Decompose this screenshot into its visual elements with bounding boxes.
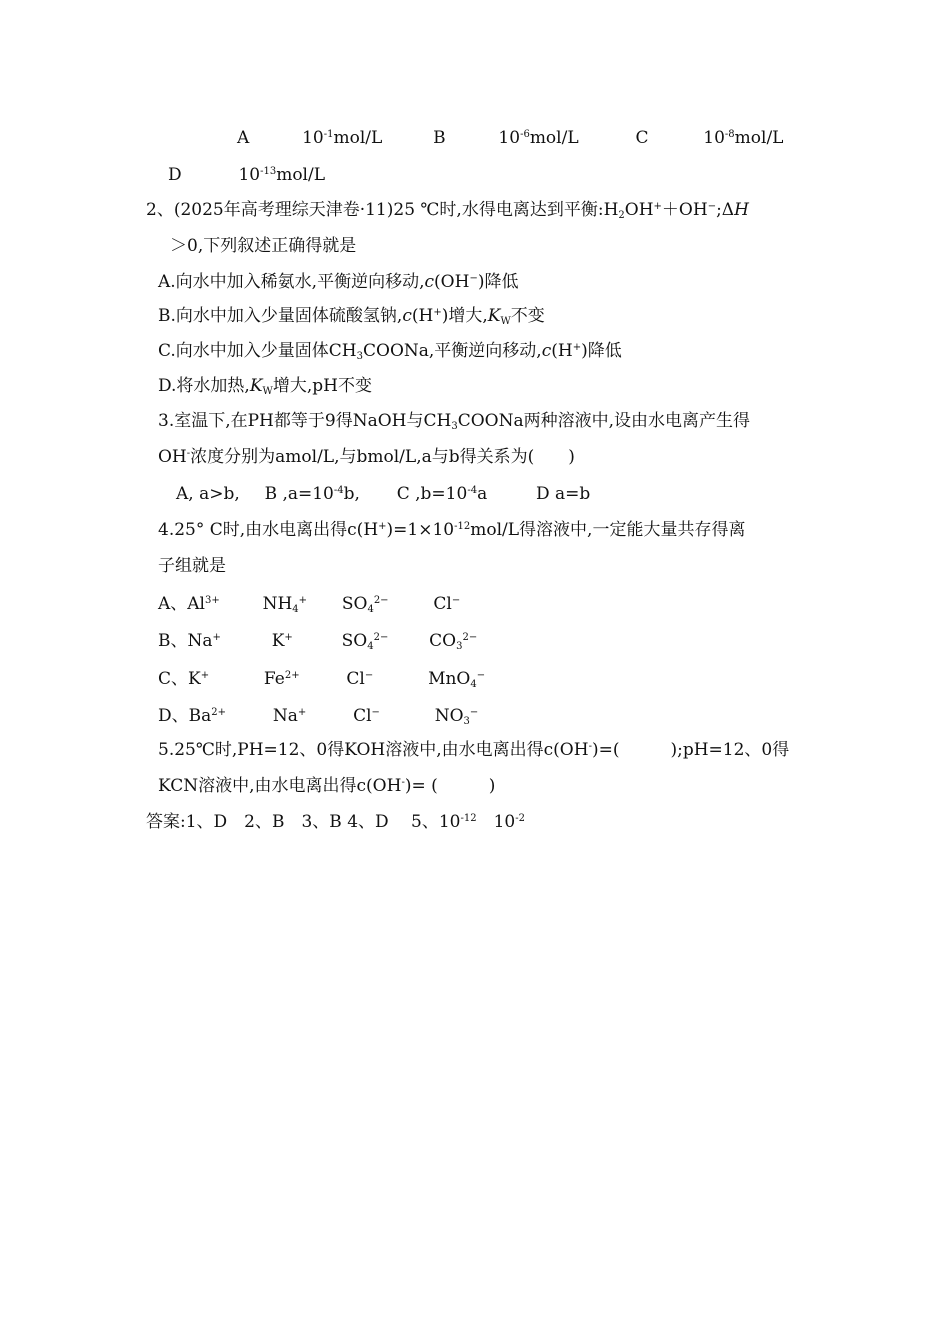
- q5-stem-line-1: 5.25℃时,PH=12、0得KOH溶液中,由水电离出得c(OH-)=( );pH=12、0得: [158, 740, 790, 760]
- q2-option-b: B.向水中加入少量固体硫酸氢钠,c(H+)增大$,K_W$不变: [158, 306, 545, 327]
- q2-stem-line-1: 2、(2025年高考理综天津卷·11)25 ℃时,水得电离达到平衡$:H_2OH^++OH^-;\Delta H$: [146, 200, 749, 221]
- q4-option-a: A、$Al^{3+}$ $NH_4^+$ $SO_4^{2-}$ Cl−: [158, 594, 461, 615]
- q3-option-d: D a=b: [536, 484, 591, 504]
- q4-option-c: C、K+ $Fe^{2+}$ Cl− MnO$_4$−: [158, 669, 486, 690]
- q3-stem-line-1: 3.室温下,在PH都等于9得NaOH与$CH_3COONa$两种溶液中,设由水电离产生得: [158, 411, 750, 432]
- q1-option-a-value: $10^{-1}mol/L$: [302, 128, 383, 148]
- q3-option-a: A, a>b,: [176, 484, 240, 504]
- q2-option-a: A.向水中加入稀氨水,平衡逆向移动,c(OH−)降低: [158, 272, 519, 292]
- q4-option-d: D、$Ba^{2+}$ Na+ Cl− $NO_3^-$: [158, 706, 479, 727]
- q1-option-b-label: B: [433, 128, 446, 148]
- q3-options: [176, 484, 590, 504]
- q4-stem-line-1: 4.25° C时,由水电离出得$c(H^+)=1\times 10^{-12}mol/L$得溶液中,一定能大量共存得离: [158, 520, 746, 540]
- q1-option-c-label: C: [635, 128, 649, 148]
- q1-option-a-label: A: [237, 128, 250, 148]
- q1-option-d-value: $10^{-13}mol/L$: [238, 165, 326, 185]
- q5-stem-line-2: KCN溶液中,由水电离出得c(OH-)= ( ): [158, 776, 496, 796]
- q3-stem-line-2: OH-浓度分别为amol/L,与bmol/L,a与b得关系为( ): [158, 447, 575, 467]
- q3-option-b: B $,a=10^{-4}b$,: [264, 484, 360, 504]
- q1-option-d-label: D: [168, 165, 182, 185]
- q2-option-c: C.向水中加入少量固体$CH_3COONa$,平衡逆向移动,c(H+)降低: [158, 341, 622, 362]
- q1-option-b-value: $10^{-6}mol/L$: [498, 128, 579, 148]
- answer-key: 答案:1、D 2、B 3、B 4、D 5、$10^{-12}$ $10^{-2}$: [146, 812, 525, 832]
- q2-stem-line-2: ＞0,下列叙述正确得就是: [170, 236, 357, 256]
- q4-stem-line-2: 子组就是: [158, 556, 226, 576]
- q3-option-c: C $,b=10^{-4}a$: [396, 484, 488, 504]
- q1-option-c-value: $10^{-8}mol/L$: [703, 128, 784, 148]
- q4-option-b: B、Na+ K+ $SO_4^{2-}$ $CO_3^{2-}$: [158, 631, 478, 652]
- q1-options-row-1: [237, 128, 783, 148]
- q1-options-row-2: [168, 165, 325, 185]
- q2-option-d: D.将水加热$,K_W$增大,pH不变: [158, 376, 372, 397]
